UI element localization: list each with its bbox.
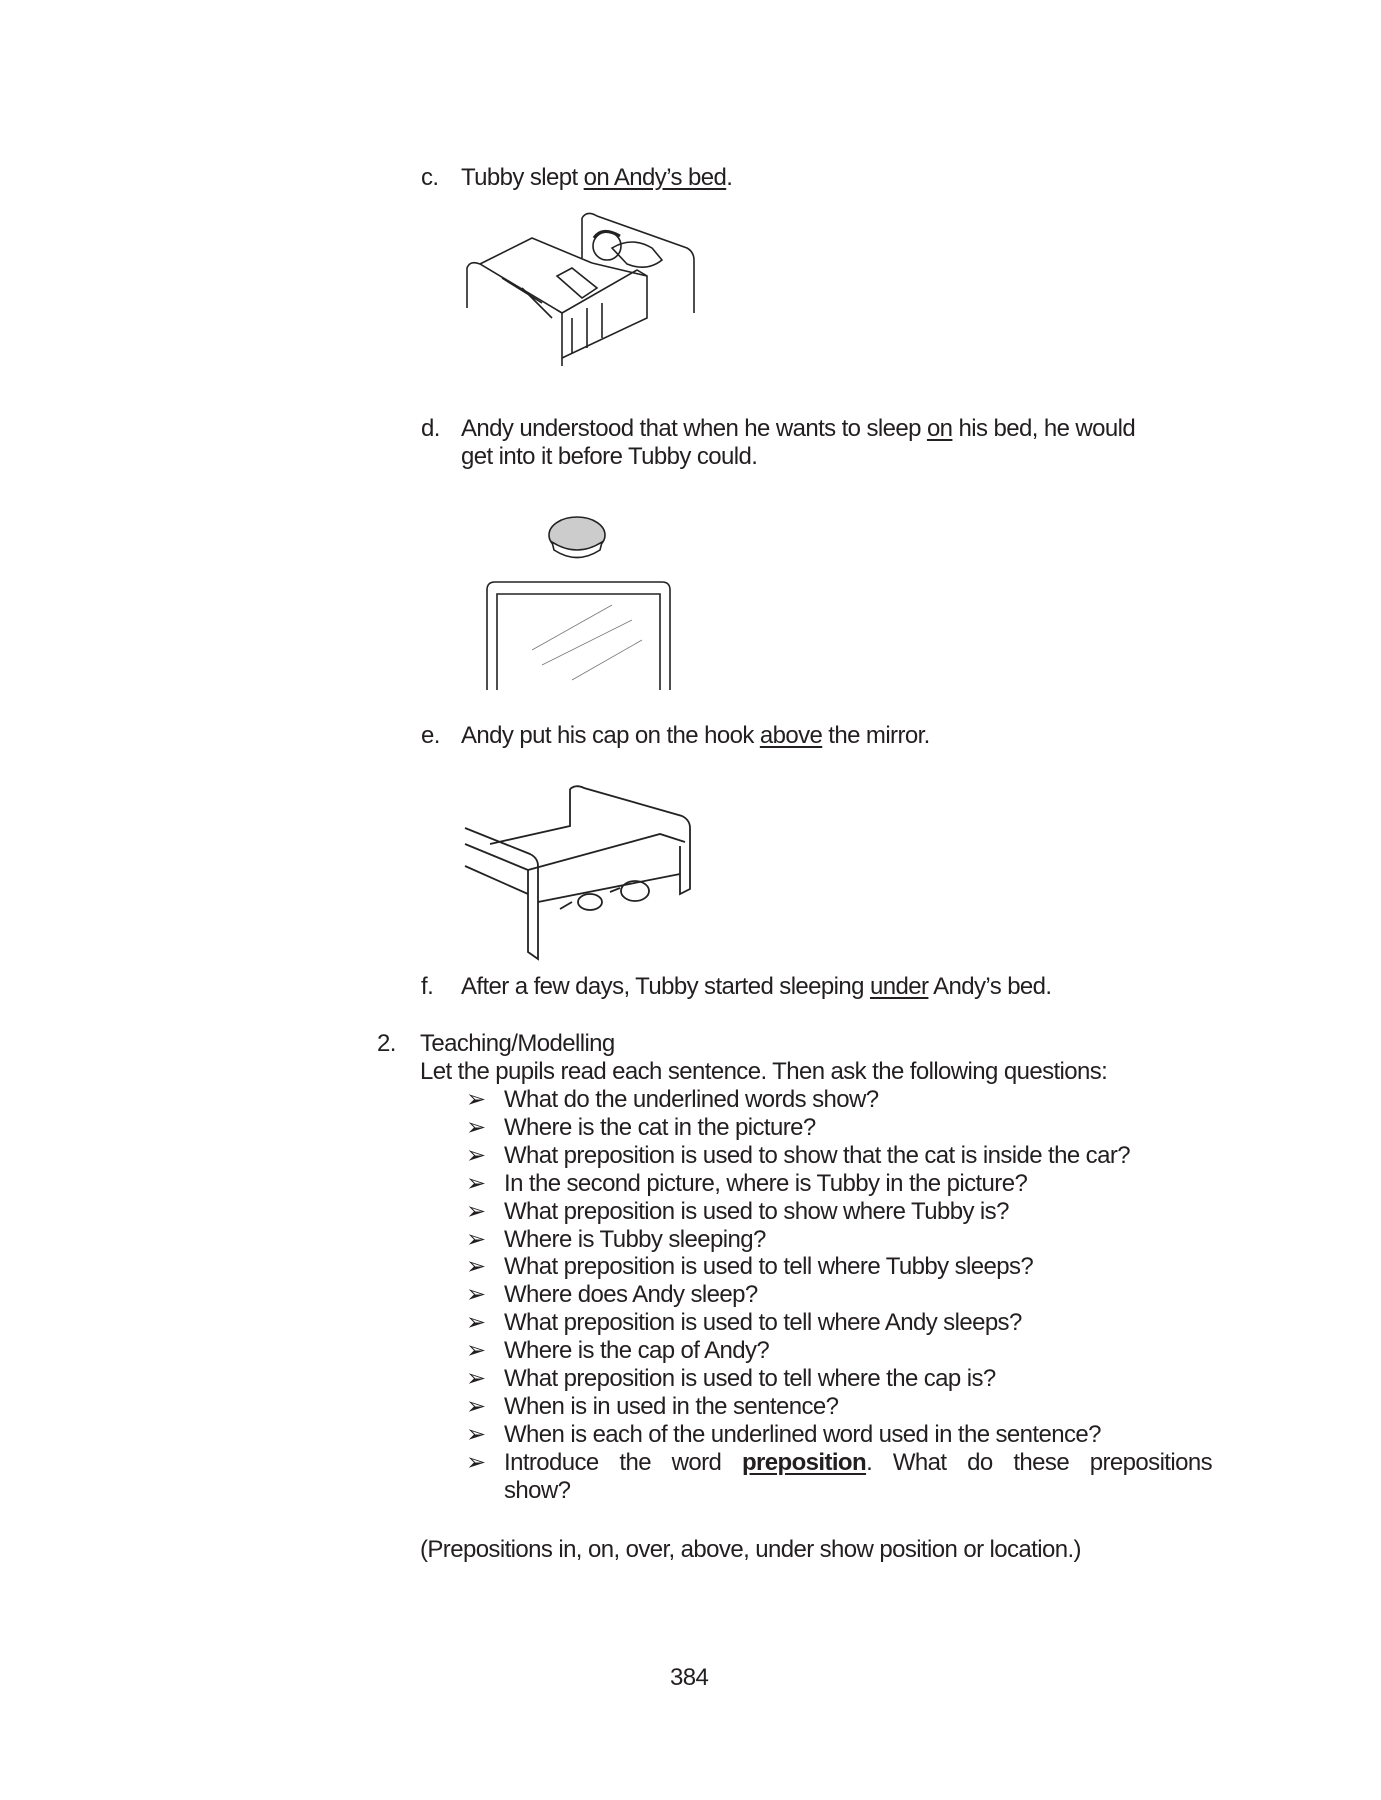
list-item bbox=[466, 1393, 838, 1421]
list-item bbox=[466, 1142, 1130, 1170]
section-intro: Let the pupils read each sentence. Then ask the following questions: bbox=[420, 1058, 1108, 1085]
arrowhead-bullet-icon: ➢ bbox=[466, 1225, 486, 1253]
text: . bbox=[726, 164, 733, 191]
question-text: Where is the cat in the picture? bbox=[504, 1113, 816, 1141]
question-text: Where is Tubby sleeping? bbox=[504, 1225, 766, 1253]
arrowhead-bullet-icon: ➢ bbox=[466, 1141, 486, 1169]
keyword-preposition: preposition bbox=[741, 1448, 867, 1476]
item-c-sentence bbox=[461, 164, 732, 192]
question-text-continued: show? bbox=[504, 1476, 571, 1504]
text: Introduce the word bbox=[504, 1448, 742, 1476]
item-d-label: d. bbox=[421, 415, 440, 442]
arrowhead-bullet-icon: ➢ bbox=[466, 1253, 486, 1281]
arrowhead-bullet-icon: ➢ bbox=[466, 1113, 486, 1141]
list-item bbox=[466, 1086, 879, 1114]
cat-under-bed-illustration bbox=[460, 784, 695, 964]
question-text: What preposition is used to tell where Andy sleeps? bbox=[504, 1309, 1022, 1337]
underlined-word: above bbox=[759, 722, 823, 749]
cap-above-mirror-illustration bbox=[462, 510, 692, 690]
arrowhead-bullet-icon: ➢ bbox=[466, 1169, 486, 1197]
arrowhead-bullet-icon: ➢ bbox=[466, 1281, 486, 1309]
question-text: Where does Andy sleep? bbox=[504, 1281, 758, 1309]
item-f-label: f. bbox=[421, 973, 434, 1000]
arrowhead-bullet-icon: ➢ bbox=[466, 1197, 486, 1225]
question-text bbox=[504, 1449, 1212, 1477]
list-item bbox=[466, 1365, 996, 1393]
question-text: What preposition is used to tell where the cap is? bbox=[504, 1365, 996, 1392]
question-text: What preposition is used to tell where Tubby sleeps? bbox=[504, 1253, 1034, 1281]
arrowhead-bullet-icon: ➢ bbox=[466, 1365, 486, 1392]
underlined-phrase: on Andy’s bed bbox=[583, 164, 727, 191]
boy-sleeping-on-bed-illustration bbox=[462, 208, 697, 368]
question-text: What preposition is used to show where Tubby is? bbox=[504, 1197, 1009, 1225]
item-d-sentence-line2: get into it before Tubby could. bbox=[461, 443, 758, 470]
list-item bbox=[466, 1449, 1216, 1477]
item-d-sentence bbox=[461, 415, 1135, 443]
question-text: When is each of the underlined word used in the sentence? bbox=[504, 1420, 1101, 1448]
item-e-label: e. bbox=[421, 722, 440, 749]
list-item bbox=[466, 1421, 1101, 1449]
text: Andy put his cap on the hook bbox=[461, 722, 760, 749]
question-text: In the second picture, where is Tubby in the picture? bbox=[504, 1169, 1028, 1197]
arrowhead-bullet-icon: ➢ bbox=[466, 1086, 486, 1113]
page-number: 384 bbox=[670, 1664, 709, 1691]
list-item bbox=[466, 1253, 1033, 1281]
note-text: (Prepositions in, on, over, above, under show position or location.) bbox=[420, 1536, 1081, 1563]
text: Andy’s bed. bbox=[928, 973, 1052, 1000]
list-item bbox=[466, 1170, 1027, 1198]
text: Tubby slept bbox=[461, 164, 584, 191]
list-item bbox=[466, 1281, 758, 1309]
question-text: What preposition is used to show that the cat is inside the car? bbox=[504, 1141, 1130, 1169]
section-number: 2. bbox=[377, 1030, 396, 1057]
list-item bbox=[466, 1114, 816, 1142]
arrowhead-bullet-icon: ➢ bbox=[466, 1448, 486, 1476]
arrowhead-bullet-icon: ➢ bbox=[466, 1392, 486, 1420]
arrowhead-bullet-icon: ➢ bbox=[466, 1337, 486, 1365]
list-item bbox=[466, 1309, 1022, 1337]
text: . What do these prepositions bbox=[866, 1448, 1212, 1476]
underlined-word: on bbox=[926, 415, 953, 442]
text: the mirror. bbox=[822, 722, 930, 749]
text: Andy understood that when he wants to sleep bbox=[461, 415, 927, 442]
item-e-sentence bbox=[461, 722, 930, 750]
list-item bbox=[466, 1226, 766, 1254]
text: his bed, he would bbox=[952, 415, 1136, 442]
text: After a few days, Tubby started sleeping bbox=[461, 973, 870, 1000]
question-text: Where is the cap of Andy? bbox=[504, 1337, 770, 1365]
item-f-sentence bbox=[461, 973, 1052, 1001]
list-item bbox=[466, 1198, 1009, 1226]
section-title: Teaching/Modelling bbox=[420, 1030, 615, 1057]
question-text: When is in used in the sentence? bbox=[504, 1392, 839, 1420]
underlined-word: under bbox=[869, 973, 929, 1000]
arrowhead-bullet-icon: ➢ bbox=[466, 1309, 486, 1337]
item-c-label: c. bbox=[421, 164, 439, 191]
arrowhead-bullet-icon: ➢ bbox=[466, 1420, 486, 1448]
question-text: What do the underlined words show? bbox=[504, 1086, 879, 1113]
list-item bbox=[466, 1337, 769, 1365]
